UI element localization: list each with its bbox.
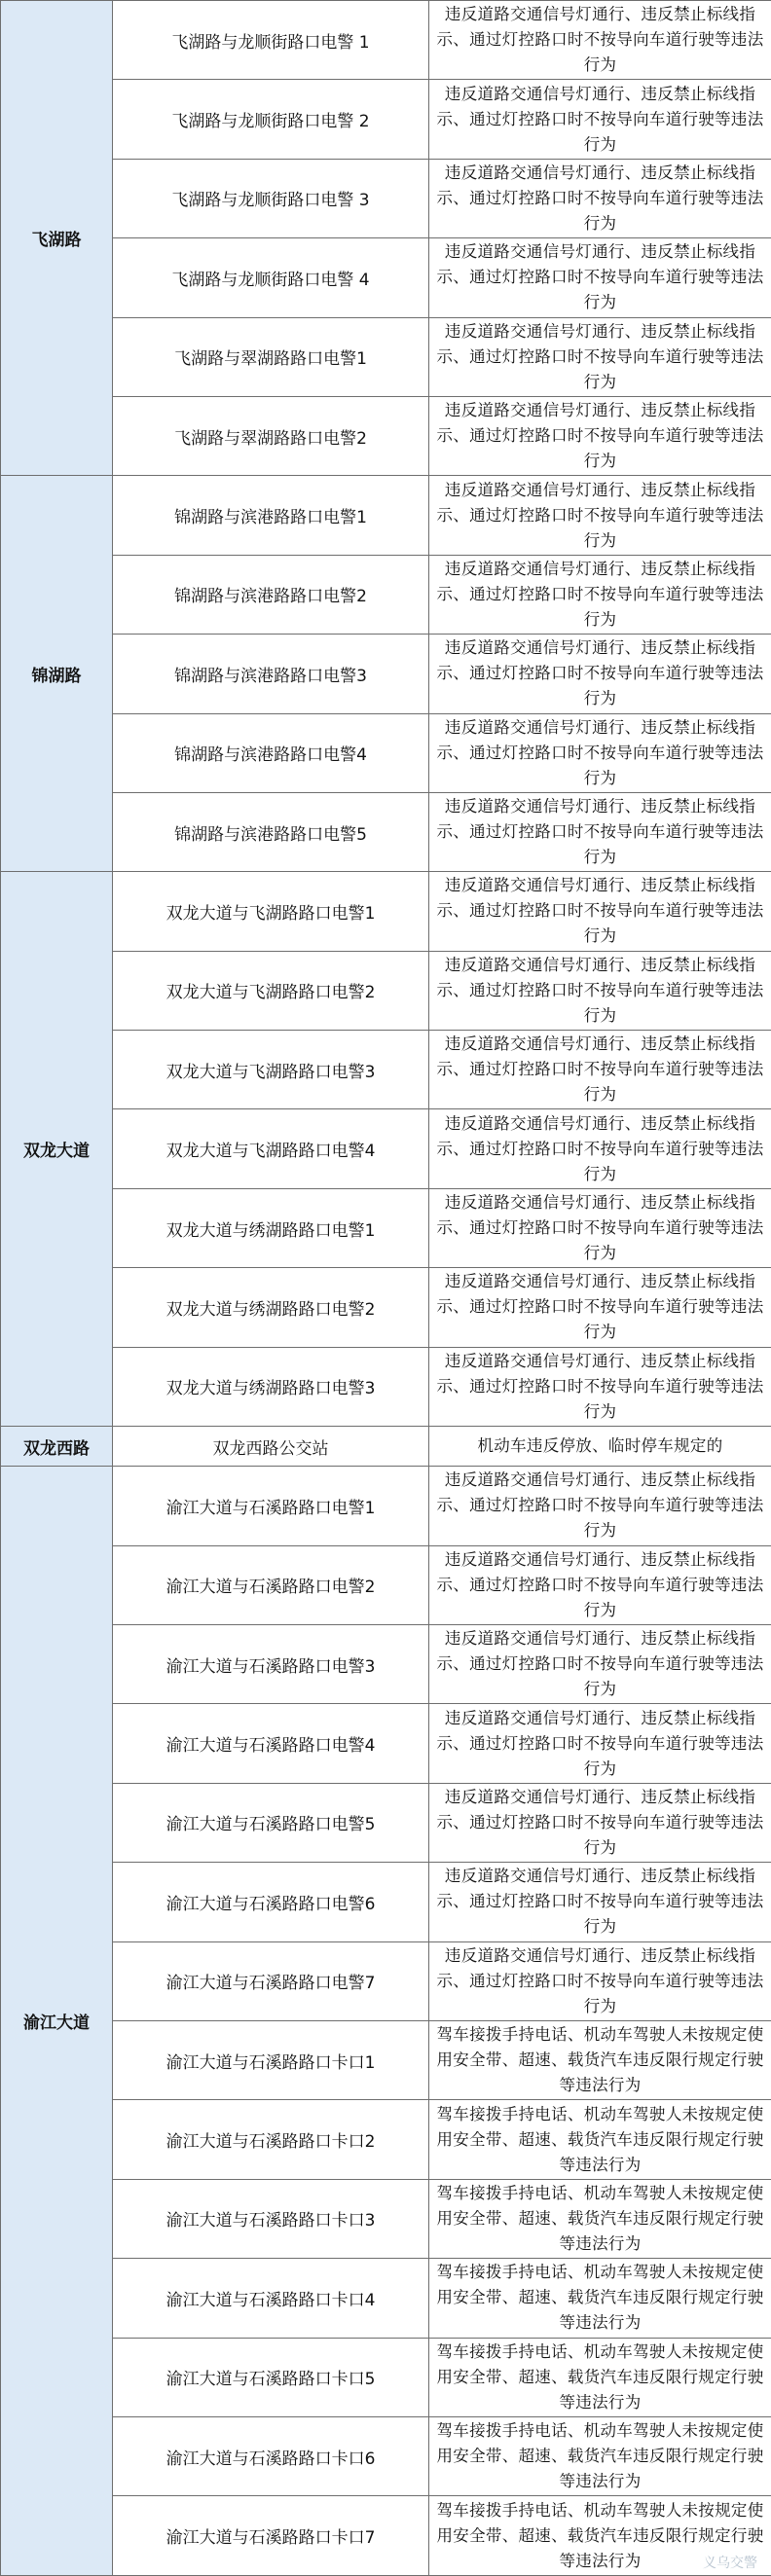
- violation-type-cell: 违反道路交通信号灯通行、违反禁止标线指示、通过灯控路口时不按导向车道行驶等违法行为: [429, 1625, 771, 1704]
- camera-location-cell: 渝江大道与石溪路路口卡口5: [113, 2338, 429, 2416]
- camera-location-cell: 渝江大道与石溪路路口电警7: [113, 1941, 429, 2020]
- table-row: [1, 1268, 771, 1347]
- violation-type-cell: 违反道路交通信号灯通行、违反禁止标线指示、通过灯控路口时不按导向车道行驶等违法行为: [429, 635, 771, 713]
- table-row: [1, 1941, 771, 2020]
- table-row: [1, 1109, 771, 1188]
- camera-location-cell: 锦湖路与滨港路路口电警4: [113, 713, 429, 792]
- violation-type-cell: 违反道路交通信号灯通行、违反禁止标线指示、通过灯控路口时不按导向车道行驶等违法行为: [429, 1704, 771, 1783]
- camera-location-cell: 渝江大道与石溪路路口卡口7: [113, 2496, 429, 2576]
- table-row: [1, 1704, 771, 1783]
- violation-type-cell: 违反道路交通信号灯通行、违反禁止标线指示、通过灯控路口时不按导向车道行驶等违法行为: [429, 951, 771, 1030]
- violation-type-cell: 违反道路交通信号灯通行、违反禁止标线指示、通过灯控路口时不按导向车道行驶等违法行为: [429, 1863, 771, 1941]
- table-row: [1, 792, 771, 871]
- table-row: [1, 951, 771, 1030]
- table-row: [1, 1783, 771, 1862]
- violation-type-cell: 违反道路交通信号灯通行、违反禁止标线指示、通过灯控路口时不按导向车道行驶等违法行为: [429, 1268, 771, 1347]
- violation-type-cell: 违反道路交通信号灯通行、违反禁止标线指示、通过灯控路口时不按导向车道行驶等违法行为: [429, 1188, 771, 1267]
- camera-location-cell: 双龙大道与飞湖路路口电警4: [113, 1109, 429, 1188]
- table-row: [1, 555, 771, 634]
- camera-location-cell: 渝江大道与石溪路路口电警2: [113, 1545, 429, 1624]
- table-row: [1, 476, 771, 555]
- road-name-cell: 双龙西路: [1, 1427, 113, 1467]
- table-row: [1, 2259, 771, 2338]
- table-row: [1, 2338, 771, 2416]
- camera-location-cell: 飞湖路与龙顺街路口电警 4: [113, 238, 429, 317]
- table-row: [1, 872, 771, 951]
- table-row: [1, 1625, 771, 1704]
- violation-type-cell: 违反道路交通信号灯通行、违反禁止标线指示、通过灯控路口时不按导向车道行驶等违法行为: [429, 476, 771, 555]
- camera-location-cell: 飞湖路与翠湖路路口电警2: [113, 396, 429, 475]
- violation-type-cell: 违反道路交通信号灯通行、违反禁止标线指示、通过灯控路口时不按导向车道行驶等违法行为: [429, 1109, 771, 1188]
- table-body: [1, 1, 771, 2576]
- table-row: [1, 80, 771, 159]
- violation-type-cell: 违反道路交通信号灯通行、违反禁止标线指示、通过灯控路口时不按导向车道行驶等违法行为: [429, 713, 771, 792]
- road-name-cell: 飞湖路: [1, 1, 113, 476]
- table-row: [1, 317, 771, 396]
- violation-type-cell: 违反道路交通信号灯通行、违反禁止标线指示、通过灯控路口时不按导向车道行驶等违法行为: [429, 555, 771, 634]
- table-row: [1, 1031, 771, 1109]
- violation-type-cell: 驾车接拨手持电话、机动车驾驶人未按规定使用安全带、超速、载货汽车违反限行规定行驶等违法行为: [429, 2338, 771, 2416]
- violation-type-cell: 违反道路交通信号灯通行、违反禁止标线指示、通过灯控路口时不按导向车道行驶等违法行为: [429, 238, 771, 317]
- camera-location-cell: 飞湖路与龙顺街路口电警 2: [113, 80, 429, 159]
- violation-type-cell: 驾车接拨手持电话、机动车驾驶人未按规定使用安全带、超速、载货汽车违反限行规定行驶等违法行为: [429, 2020, 771, 2099]
- violation-type-cell: 违反道路交通信号灯通行、违反禁止标线指示、通过灯控路口时不按导向车道行驶等违法行为: [429, 1783, 771, 1862]
- camera-location-cell: 飞湖路与龙顺街路口电警 1: [113, 1, 429, 80]
- camera-location-cell: 飞湖路与翠湖路路口电警1: [113, 317, 429, 396]
- camera-location-cell: 渝江大道与石溪路路口卡口4: [113, 2259, 429, 2338]
- table-row: [1, 1188, 771, 1267]
- table-row: [1, 713, 771, 792]
- table-row: [1, 2020, 771, 2099]
- table-row: [1, 159, 771, 237]
- violation-type-cell: 违反道路交通信号灯通行、违反禁止标线指示、通过灯控路口时不按导向车道行驶等违法行为: [429, 1545, 771, 1624]
- camera-location-cell: 双龙大道与飞湖路路口电警2: [113, 951, 429, 1030]
- watermark: 义乌交警: [703, 2556, 757, 2571]
- table-row: [1, 2179, 771, 2258]
- camera-location-cell: 双龙大道与绣湖路路口电警1: [113, 1188, 429, 1267]
- camera-location-cell: 渝江大道与石溪路路口电警3: [113, 1625, 429, 1704]
- table-row: [1, 238, 771, 317]
- violation-type-cell: 违反道路交通信号灯通行、违反禁止标线指示、通过灯控路口时不按导向车道行驶等违法行为: [429, 396, 771, 475]
- camera-location-cell: 渝江大道与石溪路路口卡口3: [113, 2179, 429, 2258]
- camera-location-cell: 双龙大道与飞湖路路口电警3: [113, 1031, 429, 1109]
- violation-type-cell: 违反道路交通信号灯通行、违反禁止标线指示、通过灯控路口时不按导向车道行驶等违法行为: [429, 159, 771, 237]
- camera-location-cell: 渝江大道与石溪路路口卡口1: [113, 2020, 429, 2099]
- violation-type-cell: 驾车接拨手持电话、机动车驾驶人未按规定使用安全带、超速、载货汽车违反限行规定行驶等违法行为: [429, 2259, 771, 2338]
- camera-location-cell: 双龙大道与绣湖路路口电警3: [113, 1347, 429, 1426]
- camera-location-cell: 渝江大道与石溪路路口卡口2: [113, 2100, 429, 2179]
- camera-location-cell: 锦湖路与滨港路路口电警3: [113, 635, 429, 713]
- violation-type-cell: 违反道路交通信号灯通行、违反禁止标线指示、通过灯控路口时不按导向车道行驶等违法行为: [429, 1941, 771, 2020]
- violation-type-cell: 违反道路交通信号灯通行、违反禁止标线指示、通过灯控路口时不按导向车道行驶等违法行为: [429, 317, 771, 396]
- table-row: [1, 635, 771, 713]
- camera-location-cell: 渝江大道与石溪路路口电警4: [113, 1704, 429, 1783]
- table-row: [1, 396, 771, 475]
- road-name-cell: 双龙大道: [1, 872, 113, 1427]
- table-row: [1, 1347, 771, 1426]
- violation-type-cell: 机动车违反停放、临时停车规定的: [429, 1427, 771, 1467]
- camera-location-cell: 渝江大道与石溪路路口电警1: [113, 1467, 429, 1545]
- camera-location-cell: 锦湖路与滨港路路口电警5: [113, 792, 429, 871]
- camera-location-cell: 渝江大道与石溪路路口卡口6: [113, 2416, 429, 2495]
- violation-type-cell: 驾车接拨手持电话、机动车驾驶人未按规定使用安全带、超速、载货汽车违反限行规定行驶等违法行为: [429, 2179, 771, 2258]
- table-row: [1, 2100, 771, 2179]
- camera-location-cell: 锦湖路与滨港路路口电警1: [113, 476, 429, 555]
- table-row: [1, 2496, 771, 2576]
- camera-location-cell: 双龙大道与飞湖路路口电警1: [113, 872, 429, 951]
- violation-type-cell: 违反道路交通信号灯通行、违反禁止标线指示、通过灯控路口时不按导向车道行驶等违法行为: [429, 1347, 771, 1426]
- violation-type-cell: 违反道路交通信号灯通行、违反禁止标线指示、通过灯控路口时不按导向车道行驶等违法行为: [429, 1467, 771, 1545]
- camera-location-cell: 锦湖路与滨港路路口电警2: [113, 555, 429, 634]
- violation-type-cell: 驾车接拨手持电话、机动车驾驶人未按规定使用安全带、超速、载货汽车违反限行规定行驶等违法行为: [429, 2416, 771, 2495]
- table-row: [1, 1427, 771, 1467]
- camera-location-cell: 渝江大道与石溪路路口电警5: [113, 1783, 429, 1862]
- violation-type-cell: 违反道路交通信号灯通行、违反禁止标线指示、通过灯控路口时不按导向车道行驶等违法行为: [429, 1031, 771, 1109]
- violation-type-cell: 违反道路交通信号灯通行、违反禁止标线指示、通过灯控路口时不按导向车道行驶等违法行为: [429, 872, 771, 951]
- camera-location-cell: 双龙大道与绣湖路路口电警2: [113, 1268, 429, 1347]
- violation-type-cell: 违反道路交通信号灯通行、违反禁止标线指示、通过灯控路口时不按导向车道行驶等违法行为: [429, 80, 771, 159]
- violation-type-cell: 违反道路交通信号灯通行、违反禁止标线指示、通过灯控路口时不按导向车道行驶等违法行为: [429, 1, 771, 80]
- table-row: [1, 1467, 771, 1545]
- table-row: [1, 1863, 771, 1941]
- violation-type-cell: 驾车接拨手持电话、机动车驾驶人未按规定使用安全带、超速、载货汽车违反限行规定行驶等违法行为: [429, 2100, 771, 2179]
- violation-type-cell: 违反道路交通信号灯通行、违反禁止标线指示、通过灯控路口时不按导向车道行驶等违法行为: [429, 792, 771, 871]
- violation-type-cell: 驾车接拨手持电话、机动车驾驶人未按规定使用安全带、超速、载货汽车违反限行规定行驶等违法行为: [429, 2496, 771, 2576]
- road-name-cell: 渝江大道: [1, 1467, 113, 2576]
- table-row: [1, 1, 771, 80]
- table-row: [1, 1545, 771, 1624]
- camera-location-cell: 渝江大道与石溪路路口电警6: [113, 1863, 429, 1941]
- road-name-cell: 锦湖路: [1, 476, 113, 872]
- camera-location-cell: 双龙西路公交站: [113, 1427, 429, 1467]
- camera-location-cell: 飞湖路与龙顺街路口电警 3: [113, 159, 429, 237]
- table-row: [1, 2416, 771, 2495]
